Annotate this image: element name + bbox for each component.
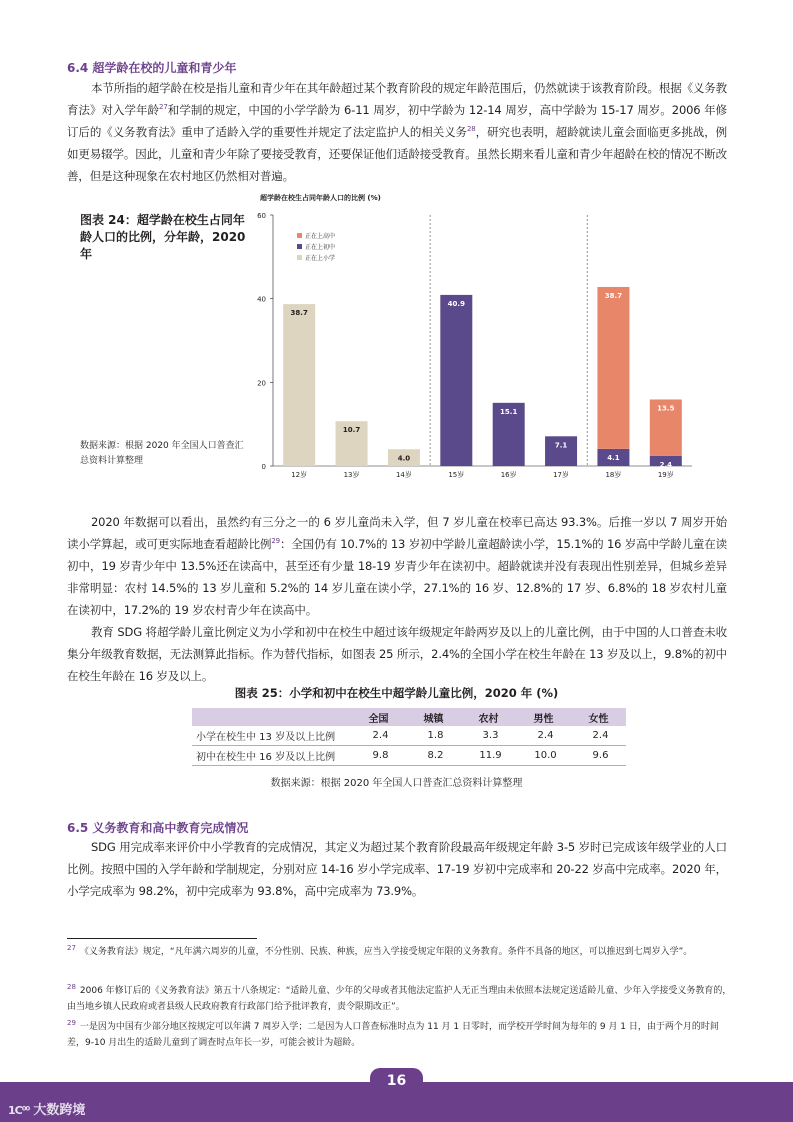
- column-header: 男性: [516, 708, 571, 726]
- table-25: [192, 708, 626, 766]
- footnote-ref-27[interactable]: 27: [159, 103, 168, 112]
- table-row: [192, 746, 626, 766]
- legend-label: 正在上小学: [305, 255, 336, 262]
- table-corner: [192, 708, 351, 726]
- logo-mark-icon: 1C⁰⁰: [8, 1104, 30, 1117]
- table-25-title: 图表 25：小学和初中在校生中超学龄儿童比例，2020 年 (%): [234, 686, 559, 700]
- section-6-5-title: 6.5 义务教育和高中教育完成情况: [67, 821, 249, 835]
- bar: [440, 295, 472, 466]
- x-tick-label: 18岁: [605, 471, 622, 479]
- y-tick-label: 60: [257, 212, 266, 220]
- data-label: 4.1: [607, 453, 620, 462]
- table-cell: 11.9: [461, 746, 516, 766]
- table-header-row: [192, 708, 626, 726]
- footnote-divider: [67, 938, 257, 939]
- data-label: 38.7: [290, 309, 308, 318]
- legend-swatch: [297, 255, 302, 260]
- table-cell: 9.6: [571, 746, 626, 766]
- column-header: 女性: [571, 708, 626, 726]
- data-label: 15.1: [500, 407, 518, 416]
- footnote-number: 27: [67, 944, 76, 952]
- page-number: 16: [386, 1073, 407, 1089]
- table-row: [192, 726, 626, 746]
- legend-label: 正在上高中: [305, 233, 336, 240]
- brand-logo: 1C⁰⁰ 大数跨境: [8, 1103, 86, 1118]
- x-tick-label: 17岁: [553, 471, 570, 479]
- bar: [597, 287, 629, 449]
- table-cell: 10.0: [516, 746, 571, 766]
- x-tick-label: 15岁: [448, 471, 465, 479]
- data-label: 10.7: [342, 426, 361, 435]
- footnote-27: $^{27}$ 《义务教育法》规定，“凡年满六周岁的儿童，不分性别、民族、种族，应当入学接受规定年限的义务教育。条件不具备的地区，可以推迟到七周岁入学”。: [67, 944, 693, 957]
- footnote-ref-28[interactable]: 28: [466, 125, 476, 134]
- x-tick-label: 19岁: [657, 471, 674, 479]
- data-label: 7.1: [554, 441, 568, 450]
- x-tick-label: 12岁: [291, 471, 308, 479]
- column-header: 全国: [351, 708, 406, 726]
- section-6-4-title: 6.4 超学龄在校的儿童和青少年: [67, 61, 237, 75]
- x-tick-label: 13岁: [343, 471, 360, 479]
- row-label: 初中在校生中 16 岁及以上比例: [192, 746, 351, 766]
- footnote-number: 29: [67, 1019, 76, 1027]
- legend-swatch: [297, 233, 302, 238]
- footnote-29: $^{29}$ 一是因为中国有少部分地区按规定可以年满 7 周岁入学；二是因为人口普查标准时点为 11 月 1 日零时，而学校开学时间为每年的 9 月 1 日，由于两个月的时间差，9-10 月出生的适龄儿童到了调查时点年长一岁，可能会被计为超龄。: [67, 1019, 719, 1048]
- column-header: 城镇: [406, 708, 461, 726]
- table-cell: 3.3: [461, 726, 516, 746]
- figure-24-title: 图表 24：超学龄在校生占同年龄人口的比例，分年龄，2020 年: [80, 213, 246, 261]
- y-tick-label: 0: [261, 463, 266, 471]
- data-label: 2.4: [659, 460, 673, 469]
- y-tick-label: 20: [257, 379, 266, 388]
- data-label: 4.0: [397, 454, 411, 463]
- x-tick-label: 14岁: [395, 471, 412, 479]
- chart-title: 超学龄在校生占同年龄人口的比例 (%): [260, 194, 381, 202]
- table-cell: 1.8: [406, 726, 461, 746]
- column-header: 农村: [461, 708, 516, 726]
- table-cell: 2.4: [351, 726, 406, 746]
- table-cell: 2.4: [571, 726, 626, 746]
- legend-swatch: [297, 244, 302, 249]
- bar-chart: [240, 188, 700, 493]
- legend-label: 正在上初中: [305, 244, 336, 251]
- paragraph-2020-data: 2020 年数据可以看出，虽然约有三分之一的 6 岁儿童尚未入学，但 7 岁儿童在校率已高达 93.3%。后推一岁以 7 周岁开始读小学算起，或可更实际地查看超龄比例$^{29}$：全国仍有 10.7%的 13 岁初中学龄儿童超龄读小学，15.1%的 16 岁高中学龄儿童在读初中，19 岁青少年中 13.5%还在读高中，甚至还有少量 18-19 岁青少年在读初中。超龄就读并没有表现出性别差异，但城乡差异非常明显：农村 14.5%的 13 岁儿童和 5.2%的 14 岁儿童在读小学，27.1%的 16 岁、12.8%的 17 岁、6.8%的 18 岁农村儿童在读初中，17.2%的 19 岁农村青少年在读高中。: [67, 515, 728, 617]
- y-tick-label: 40: [257, 295, 266, 304]
- figure-24-source: 数据来源：根据 2020 年全国人口普查汇总资料计算整理: [80, 441, 244, 466]
- data-label: 38.7: [604, 291, 623, 300]
- section-6-4-paragraph: 本节所指的超学龄在校是指儿童和青少年在其年龄超过某个教育阶段的规定年龄范围后，仍然就读于该教育阶段。根据《义务教育法》对入学年龄$^{27}$和学制的规定，中国的小学学龄为 6-11 周岁，初中学龄为 12-14 周岁，高中学龄为 15-17 周岁。2006 年修订后的《义务教育法》重申了适龄入学的重要性并规定了法定监护人的相关义务$^{28}$，研究也表明，超龄就读儿童会面临更多挑战，例如更易辍学。因此，儿童和青少年除了要接受教育，还要保证他们适龄接受教育。虽然长期来看儿童和青少年超龄在校的情况不断改善，但是这种现象在农村地区仍然相对普遍。: [67, 81, 728, 183]
- section-6-5-paragraph: SDG 用完成率来评价中小学教育的完成情况，其定义为超过某个教育阶段最高年级规定年龄 3-5 岁时已完成该年级学业的人口比例。按照中国的入学年龄和学制规定，分别对应 14-16 岁小学完成率、17-19 岁初中完成率和 20-22 岁高中完成率。2020 年，小学完成率为 98.2%，初中完成率为 93.8%，高中完成率为 73.9%。: [67, 840, 727, 898]
- table-cell: 2.4: [516, 726, 571, 746]
- data-label: 13.5: [657, 404, 675, 413]
- footnote-number: 28: [67, 983, 76, 991]
- table-cell: 9.8: [351, 746, 406, 766]
- table-25-source: 数据来源：根据 2020 年全国人口普查汇总资料计算整理: [270, 778, 523, 789]
- bar: [283, 304, 315, 466]
- row-label: 小学在校生中 13 岁及以上比例: [192, 726, 351, 746]
- x-tick-label: 16岁: [500, 471, 517, 479]
- footnote-28: $^{28}$ 2006 年修订后的《义务教育法》第五十八条规定：“适龄儿童、少年的父母或者其他法定监护人无正当理由未依照本法规定送适龄儿童、少年入学接受义务教育的，由当地乡镇人民政府或者县级人民政府教育行政部门给予批评教育，责令限期改正”。: [67, 983, 732, 1012]
- paragraph-sdg-definition: 教育 SDG 将超学龄儿童比例定义为小学和初中在校生中超过该年级规定年龄两岁及以上的儿童比例，由于中国的人口普查未收集分年级教育数据，无法测算此指标。作为替代指标，如图表 25 所示，2.4%的全国小学在校生年龄在 13 岁及以上，9.8%的初中在校生年龄在 16 岁及以上。: [67, 625, 727, 683]
- data-label: 40.9: [447, 299, 465, 308]
- table-cell: 8.2: [406, 746, 461, 766]
- footnote-ref-29[interactable]: 29: [271, 537, 280, 546]
